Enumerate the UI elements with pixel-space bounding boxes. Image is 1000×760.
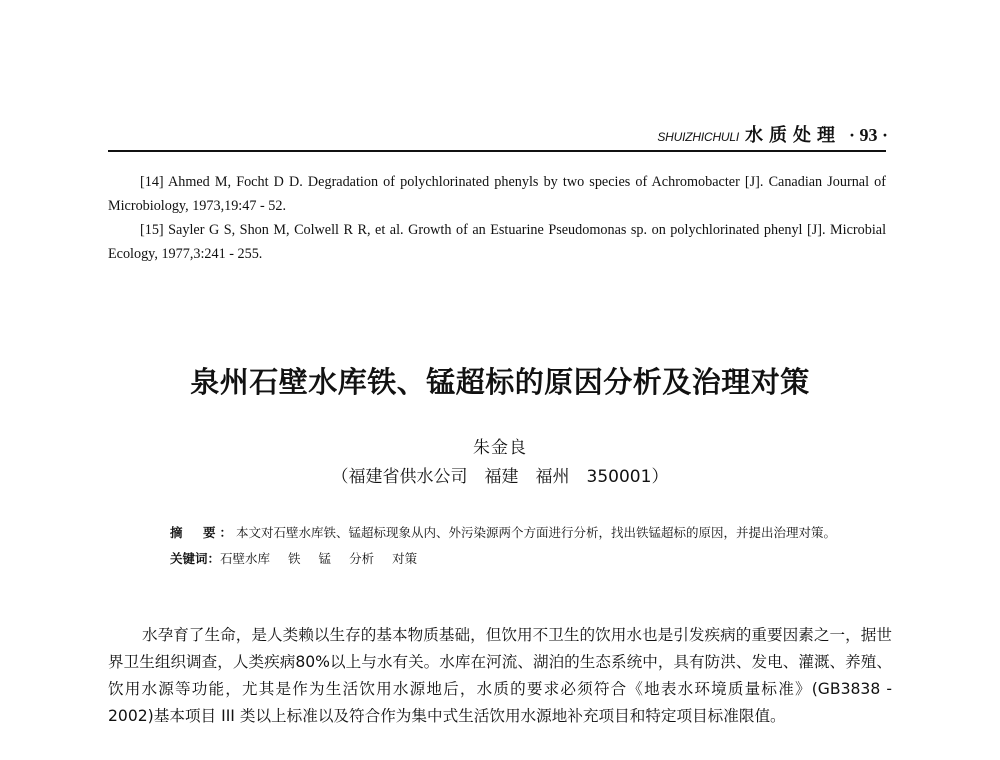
- journal-name-chinese: 水质处理: [744, 125, 841, 146]
- journal-name-pinyin: SHUIZHICHULI: [657, 130, 739, 144]
- reference-label: [15]: [140, 222, 164, 238]
- abstract: [132, 520, 872, 546]
- author-affiliation: （福建省供水公司 福建 福州 350001）: [331, 467, 669, 487]
- reference-text: Sayler G S, Shon M, Colwell R R, et al. Growth of an Estuarine Pseudomonas sp. on polychlorinated phenyl [J]. Microbial Ecology, 1977,3:241 - 255.: [108, 222, 887, 262]
- reference-list: [108, 170, 886, 266]
- abstract-text: 本文对石壁水库铁、锰超标现象从内、外污染源两个方面进行分析，找出铁锰超标的原因，并提出治理对策。: [236, 525, 837, 540]
- body-text: [108, 622, 892, 730]
- keywords-label: 关键词：: [170, 551, 221, 566]
- reference-item: [108, 218, 886, 266]
- reference-label: [14]: [140, 174, 164, 190]
- abstract-label: 摘 要：: [170, 525, 237, 540]
- reference-text: Ahmed M, Focht D D. Degradation of polychlorinated phenyls by two species of Achromobacter [J]. Canadian Journal of Microbiology, 1973,19:47 - 52.: [108, 174, 886, 214]
- header-rule: [108, 150, 886, 152]
- article-author: 朱金良: [473, 438, 527, 458]
- article-title: 泉州石壁水库铁、锰超标的原因分析及治理对策: [190, 365, 810, 399]
- body-paragraph: 水孕育了生命，是人类赖以生存的基本物质基础，但饮用不卫生的饮用水也是引发疾病的重要因素之一，据世界卫生组织调查，人类疾病80%以上与水有关。水库在河流、湖泊的生态系统中，具有防洪、发电、灌溉、养殖、饮用水源等功能，尤其是作为生活饮用水源地后，水质的要求必须符合《地表水环境质量标准》(GB3838 - 2002)基本项目 III 类以上标准以及符合作为集中式生活饮用水源地补充项目和特定项目标准限值。: [108, 626, 892, 725]
- keyword: 锰: [318, 551, 332, 566]
- keyword: 石壁水库: [220, 551, 271, 566]
- reference-item: [108, 170, 886, 218]
- keyword: 铁: [288, 551, 301, 566]
- abstract-block: [132, 520, 872, 572]
- keyword: 对策: [392, 551, 418, 566]
- keywords: [132, 546, 872, 572]
- page-number: · 93 ·: [848, 125, 888, 145]
- keyword: 分析: [349, 551, 375, 566]
- running-header: [657, 121, 888, 147]
